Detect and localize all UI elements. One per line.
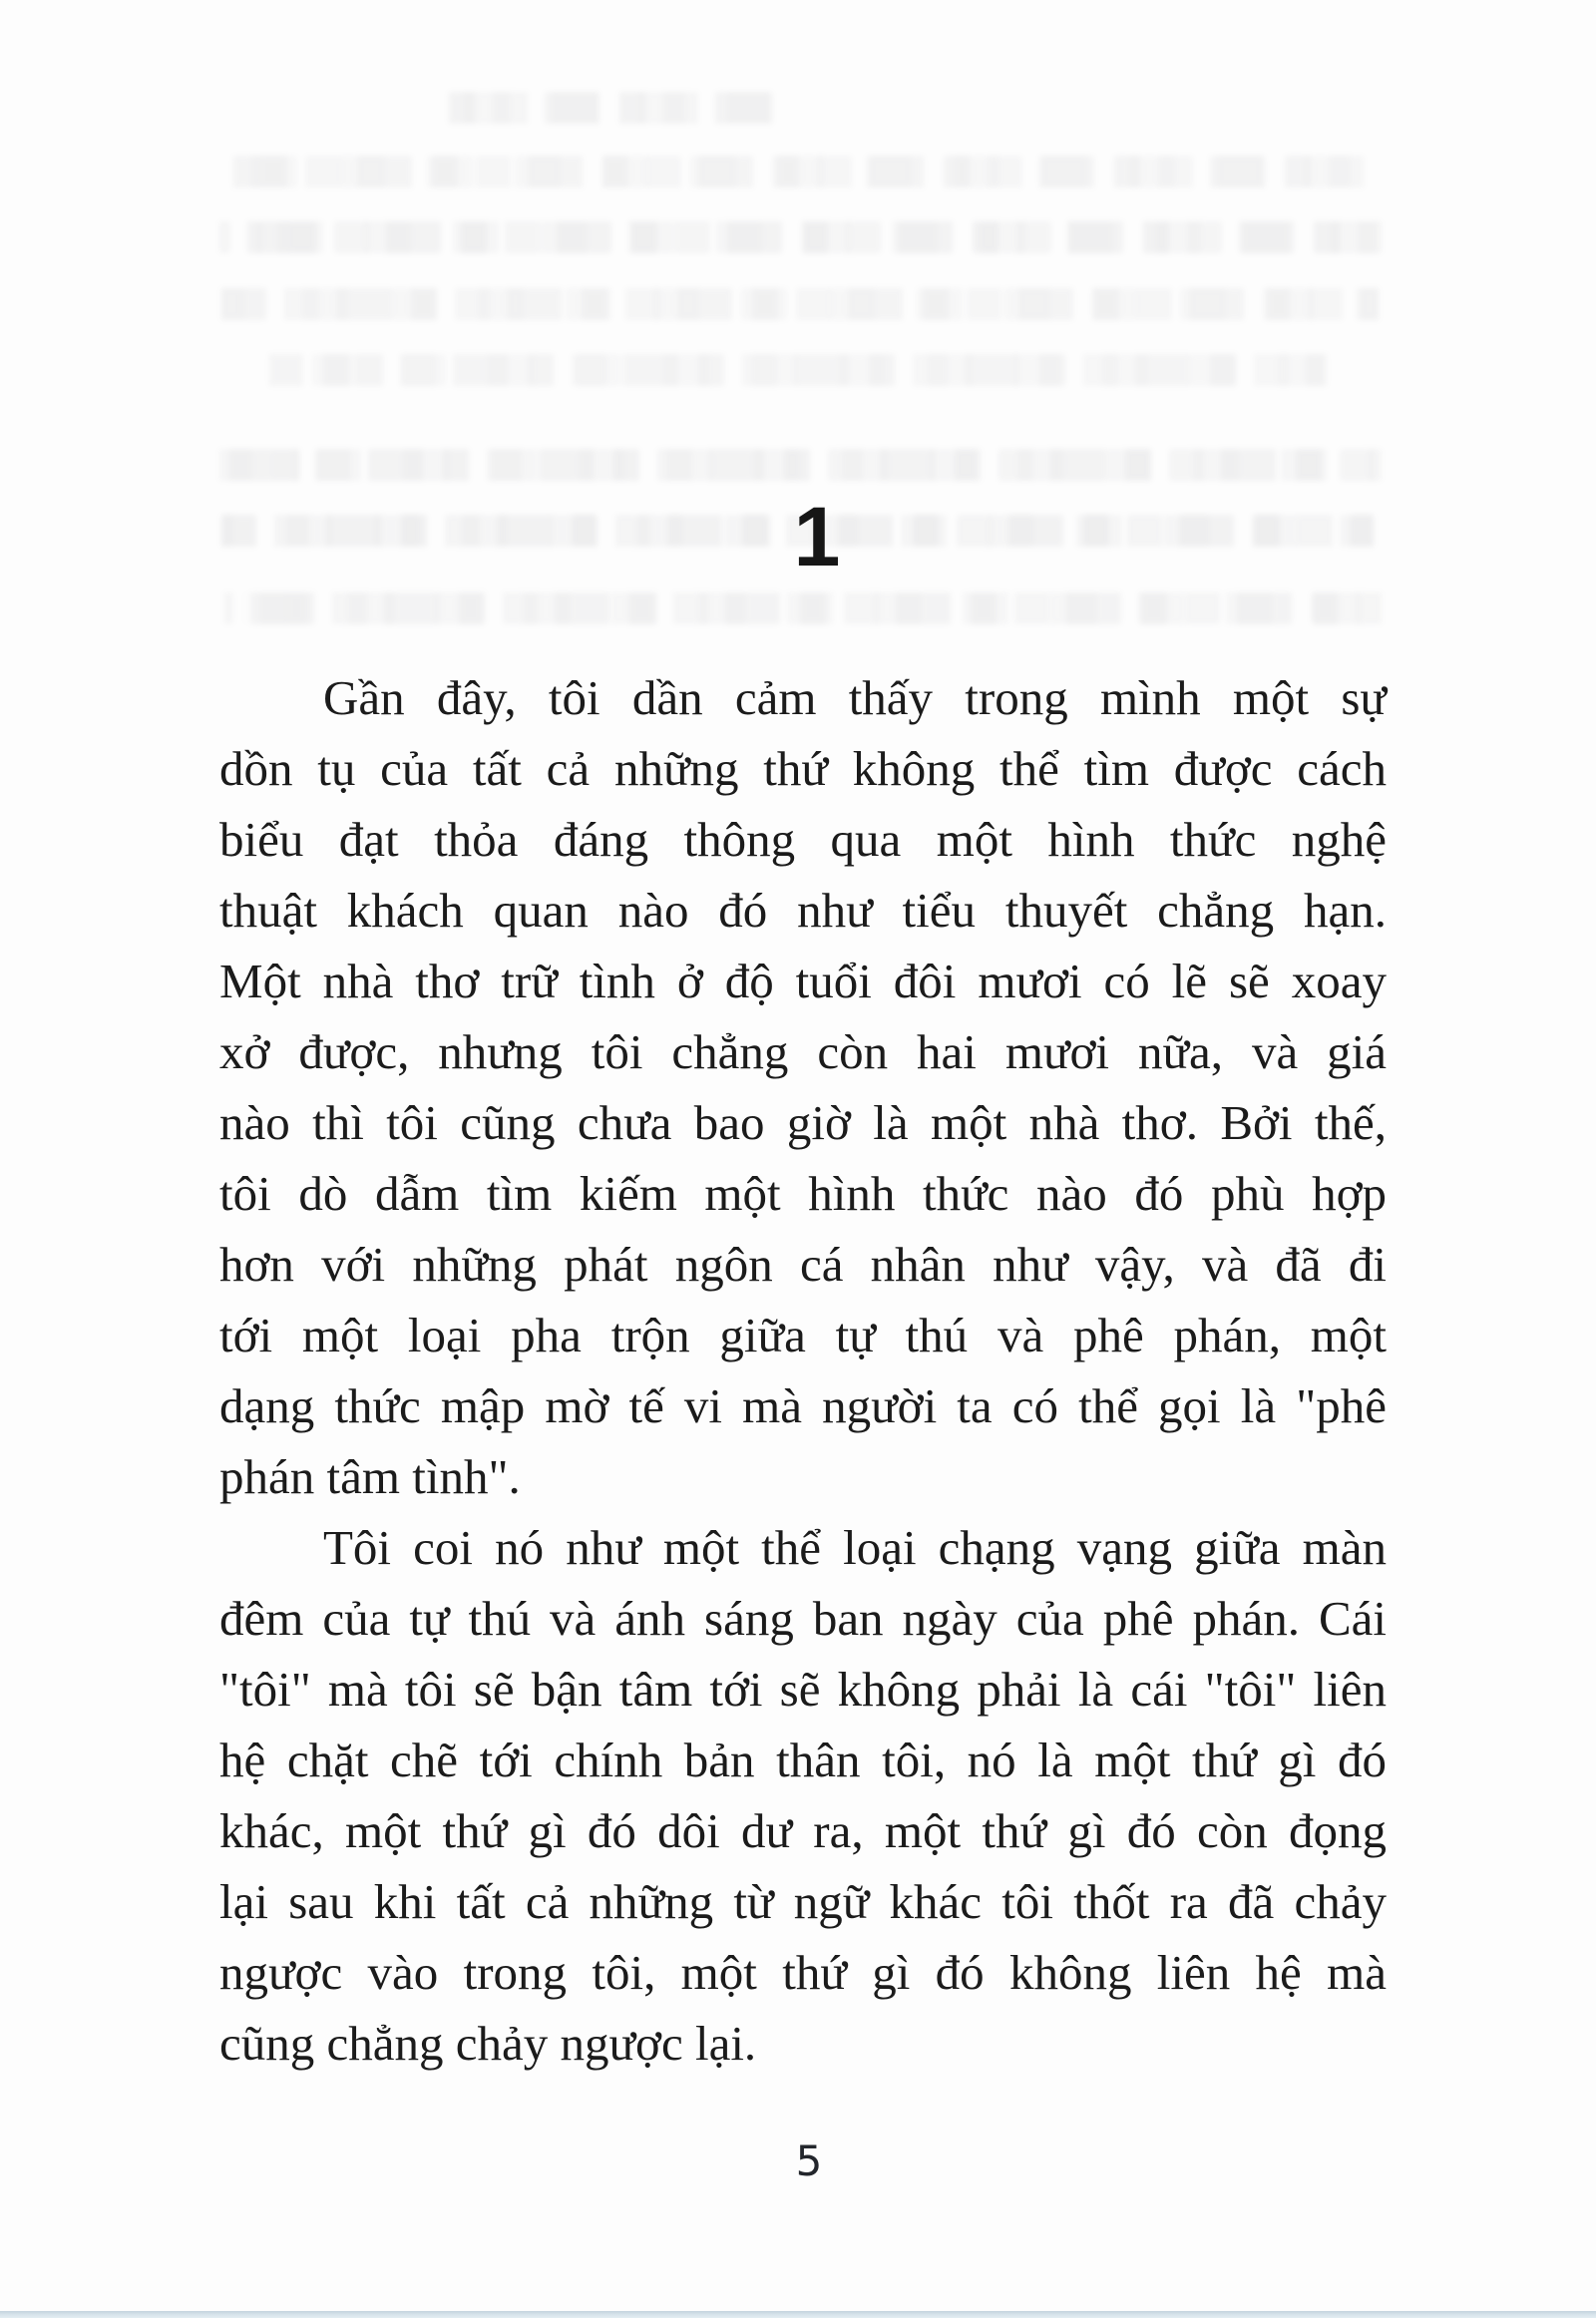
- text-line: Gần đây, tôi dần cảm thấy trong mình một sự: [323, 670, 1387, 725]
- scan-bottom-edge-strip: [0, 2311, 1596, 2318]
- text-line: hơn với những phát ngôn cá nhân như vậy, và đã đi: [219, 1237, 1387, 1292]
- text-line: hệ chặt chẽ tới chính bản thân tôi, nó là một thứ gì đó: [219, 1733, 1387, 1787]
- ghost-text-band: [221, 288, 1379, 320]
- text-line: thuật khách quan nào đó như tiểu thuyết chẳng hạn.: [219, 883, 1387, 938]
- text-line: đêm của tự thú và ánh sáng ban ngày của phê phán. Cái: [219, 1591, 1387, 1646]
- ghost-text-band: [219, 449, 1382, 481]
- text-line: Tôi coi nó như một thể loại chạng vạng giữa màn: [323, 1520, 1387, 1575]
- ghost-text-band: [224, 156, 1372, 188]
- text-line: tới một loại pha trộn giữa tự thú và phê phán, một: [219, 1308, 1387, 1362]
- paragraph: [219, 1512, 1387, 2079]
- text-line: dồn tụ của tất cả những thứ không thể tìm được cách: [219, 741, 1387, 796]
- text-line: ngược vào trong tôi, một thứ gì đó không liên hệ mà: [219, 1945, 1387, 2000]
- text-line: cũng chẳng chảy ngược lại.: [219, 2016, 757, 2071]
- text-line: nào thì tôi cũng chưa bao giờ là một nhà thơ. Bởi thế,: [219, 1095, 1387, 1150]
- text-line: tôi dò dẫm tìm kiếm một hình thức nào đó phù hợp: [219, 1166, 1387, 1221]
- text-line: biểu đạt thỏa đáng thông qua một hình thức nghệ: [219, 812, 1387, 867]
- paragraph: [219, 662, 1387, 1512]
- ghost-text-band: [269, 354, 1327, 386]
- page-number: 5: [795, 2136, 823, 2185]
- text-line: Một nhà thơ trữ tình ở độ tuổi đôi mươi có lẽ sẽ xoay: [219, 954, 1387, 1008]
- ghost-text-band: [449, 92, 778, 124]
- body-text: [219, 662, 1387, 2079]
- text-line: dạng thức mập mờ tế vi mà người ta có thể gọi là "phê: [219, 1378, 1387, 1433]
- text-line: khác, một thứ gì đó dôi dư ra, một thứ gì đó còn đọng: [219, 1803, 1387, 1858]
- text-line: xở được, nhưng tôi chẳng còn hai mươi nữa, và giá: [219, 1024, 1387, 1079]
- text-line: "tôi" mà tôi sẽ bận tâm tới sẽ không phải là cái "tôi" liên: [219, 1662, 1387, 1717]
- text-line: lại sau khi tất cả những từ ngữ khác tôi thốt ra đã chảy: [219, 1874, 1387, 1929]
- ghost-text-band: [224, 592, 1382, 624]
- text-line: phán tâm tình".: [219, 1449, 521, 1504]
- ghost-text-band: [219, 221, 1382, 253]
- chapter-number: 1: [793, 490, 841, 583]
